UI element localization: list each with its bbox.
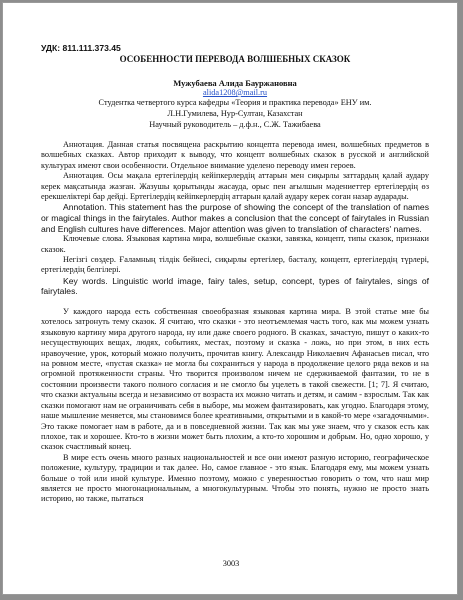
author-name: Мужубаева Алида Бауржановна xyxy=(173,78,297,88)
abstract-russian: Аннотация. Данная статья посвящена раскрытию концепта перевода имен, волшебных предметов в волшебных сказках. Автор приходит к выводу, что концепт волшебных сказок в русской и английской культурах имеют свои особенности. Отдельное внимание уделено переводу имен героев. xyxy=(41,140,429,170)
keywords-russian: Ключевые слова. Языковая картина мира, волшебные сказки, завязка, концепт, типы сказок, признаки сказок. xyxy=(41,234,429,254)
body-paragraph-1: У каждого народа есть собственная своеобразная языковая картина мира. В этой статье мне бы хотелось затронуть тему сказок. Я считаю, что сказки - это неотъемлемая часть того, как мы можем узнать языковую картину мира другого народа, ну или даже своего родного. В сказках, зачастую, пишут о каких-то несуществующих вещах, людях, событиях, местах, поэтому и сказка - ложь, но при этом, в них есть нравоучение, урок, который можно получить, прочитав книгу. Александр Николаевич Афанасьев писал, что на ровном месте, «пустая сказка» не могла бы сохраниться у народа в продолжение целого ряда веков и на огромной протяженности страны. Что творится произволом ничем не сдерживаемой фантазии, то не в состоянии произвести такого полного согласия и не смогло бы уцелеть в такой свежести. [1; 7]. Я считаю, что сказки актуальны всегда и независимо от возраста их можно читать и детям, и самим - взрослым. Так как сказки помогают нам не ограничивать себя в выборе, мы можем фантазировать, как угодно. Благодаря этому, наше мышление меняется, мы становимся более креативными, открытыми и в какой-то мере «загадочными». Это также помогает нам в работе, да и в повседневной жизни. Так как мы уже знаем, что у сказок есть как плохое, так и хорошее. Кто-то в жизни может быть плохим, а кто-то хорошим и добрым. Но, одно хорошо, у сказок счастливый конец. xyxy=(41,307,429,452)
abstract-english: Annotation. This statement has the purpose of showing the concept of the translation of names or magical things in the fairytales. Author makes a conclusion that the concept of fairytales in Russian and English cultures have differences. Major attention was given to translation of characters' names. xyxy=(41,202,429,234)
udk-code: УДК: 811.111.373.45 xyxy=(41,43,121,53)
author-affiliation-line-1: Студентка четвертого курса кафедры «Теория и практика перевода» ЕНУ им. xyxy=(98,98,372,107)
document-page xyxy=(2,2,458,595)
supervisor-line: Научный руководитель – д.ф.н., С.Ж. Тажибаева xyxy=(149,120,321,129)
abstract-kazakh: Аннотация. Осы мақала ертегілердің кейіпкерлердің аттарын мен сиқырлы заттардың қалай аудару керек мақсатында жазған. Жазушы қорытынды жасауда, орыс пен ағылшын мәдениеттер ертегілердің өз ерекшеліктері бар дейді. Ертегілердің кейіпкерлердің аттарын қалай аудару керек соған назар аударады. xyxy=(41,171,429,202)
body-paragraph-2: В мире есть очень много разных национальностей и все они имеют разную историю, географическое положение, культуру, традиции и так далее. Но, самое главное - это язык. Благодаря ему, мы можем узнать больше о той или иной культуре. Именно поэтому, можно с уверенностью говорить о том, что наш мир является не просто многонациональным, а многокультурным. Чтобы это понять, нужно не просто знать историю, но также, пытаться xyxy=(41,452,429,504)
author-affiliation-line-2: Л.Н.Гумилева, Нур-Султан, Казахстан xyxy=(167,109,303,118)
keywords-kazakh: Негізгі сөздер. Ғаламның тілдік бейнесі, сиқырлы ертегілер, басталу, концепт, ертегілердің түрлері, ертегілердің белгілері. xyxy=(41,255,429,275)
spacer xyxy=(41,297,429,307)
keywords-english: Key words. Linguistic world image, fairy tales, setup, concept, types of fairytales, sings of fairytales. xyxy=(41,275,429,297)
spacer xyxy=(41,130,429,140)
article-title: ОСОБЕННОСТИ ПЕРЕВОДА ВОЛШЕБНЫХ СКАЗОК xyxy=(119,54,351,64)
page-number: 3003 xyxy=(222,559,240,568)
article-content xyxy=(41,43,429,505)
author-email-link[interactable]: alida1208@mail.ru xyxy=(202,88,268,97)
